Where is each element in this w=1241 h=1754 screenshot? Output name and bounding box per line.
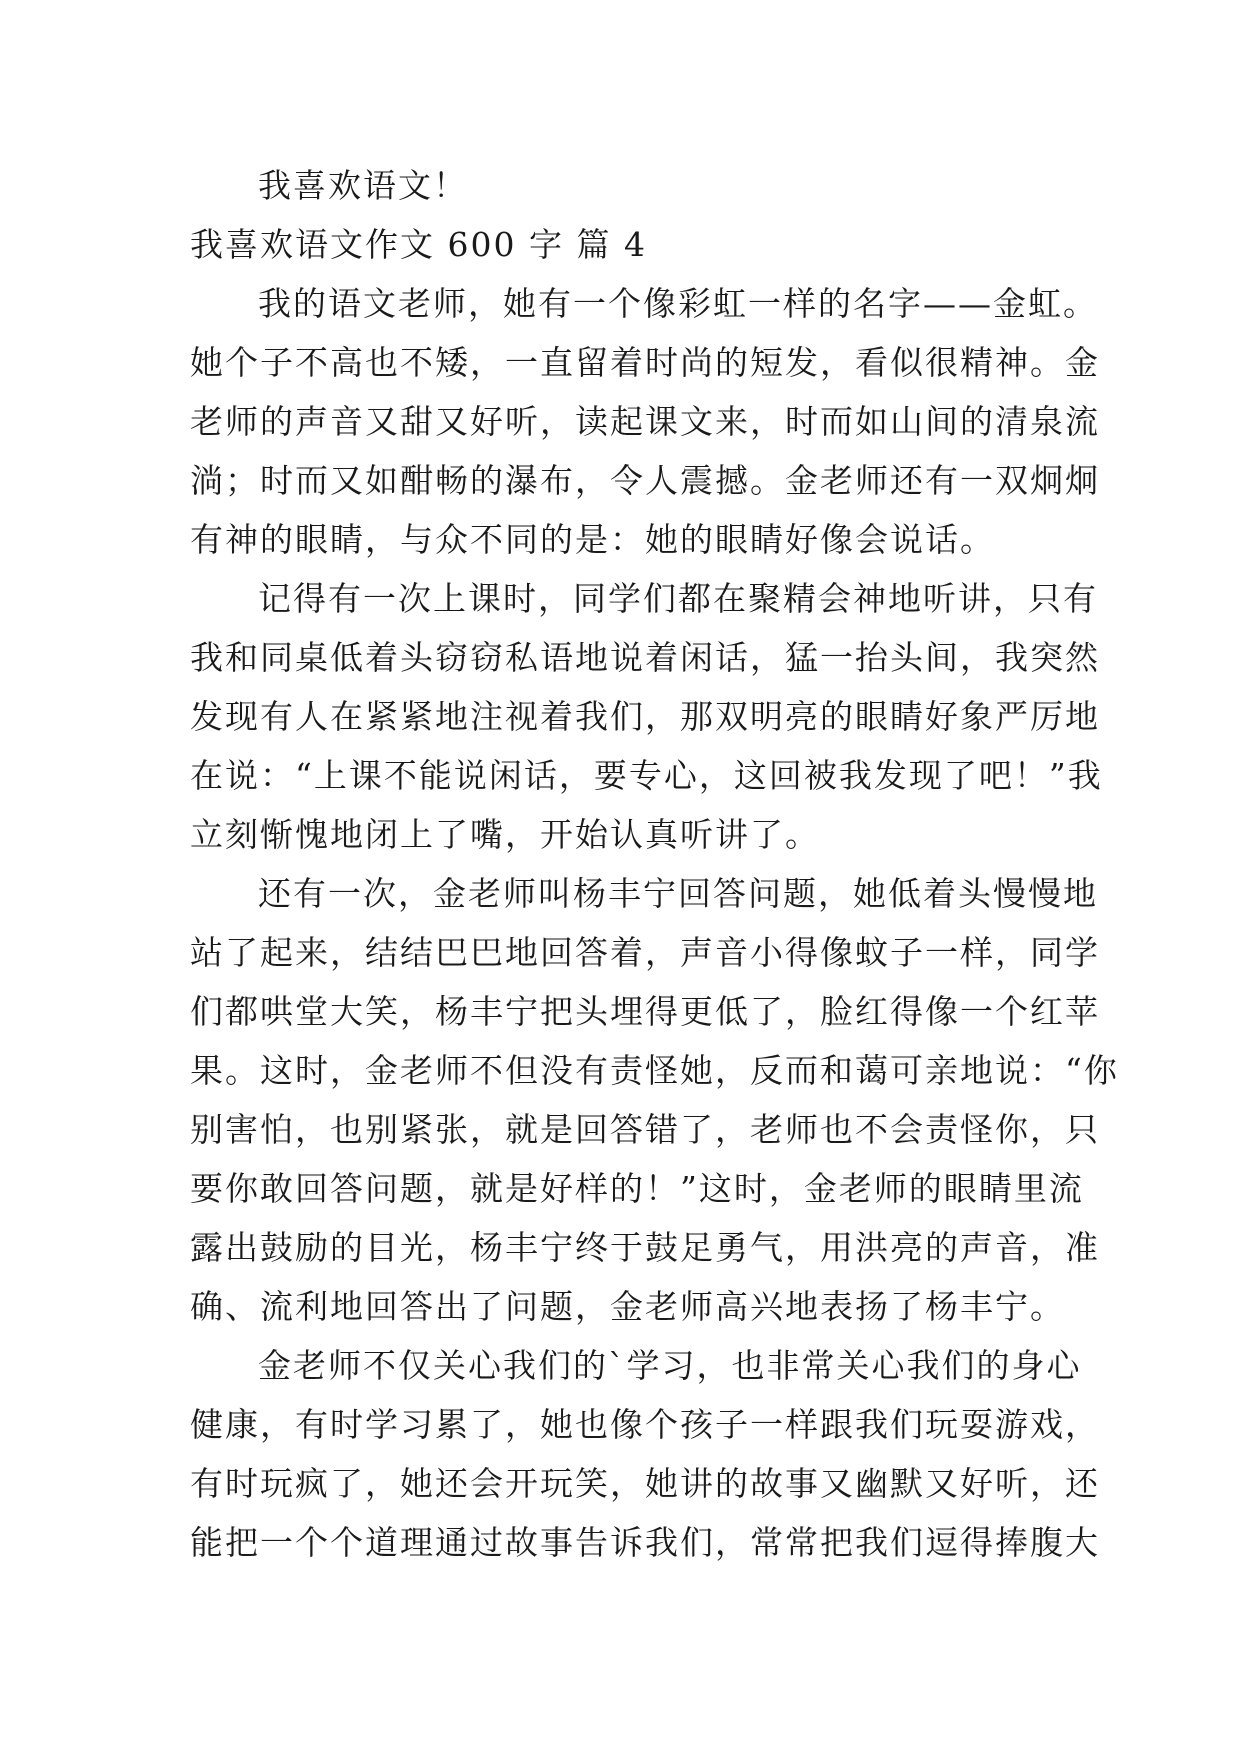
text-line: 我的语文老师，她有一个像彩虹一样的名字——金虹。	[258, 284, 1098, 323]
text-line: 老师的声音又甜又好听，读起课文来，时而如山间的清泉流	[190, 402, 1100, 441]
text-line: 在说：“上课不能说闲话，要专心，这回被我发现了吧！”我	[190, 756, 1103, 795]
section-title: 我喜欢语文作文 600 字 篇 4	[190, 225, 647, 264]
text-line: 我和同桌低着头窃窃私语地说着闲话，猛一抬头间，我突然	[190, 638, 1100, 677]
text-line: 能把一个个道理通过故事告诉我们，常常把我们逗得捧腹大	[190, 1523, 1100, 1562]
text-line: 露出鼓励的目光，杨丰宁终于鼓足勇气，用洪亮的声音，准	[190, 1228, 1100, 1267]
text-line: 有时玩疯了，她还会开玩笑，她讲的故事又幽默又好听，还	[190, 1464, 1100, 1503]
text-line: 她个子不高也不矮，一直留着时尚的短发，看似很精神。金	[190, 343, 1100, 382]
closing-line: 我喜欢语文！	[258, 166, 468, 205]
text-line: 们都哄堂大笑，杨丰宁把头埋得更低了，脸红得像一个红苹	[190, 992, 1100, 1031]
text-line: 发现有人在紧紧地注视着我们，那双明亮的眼睛好象严厉地	[190, 697, 1100, 736]
text-line: 确、流利地回答出了问题，金老师高兴地表扬了杨丰宁。	[190, 1287, 1065, 1326]
text-line: 记得有一次上课时，同学们都在聚精会神地听讲，只有	[258, 579, 1098, 618]
text-line: 健康，有时学习累了，她也像个孩子一样跟我们玩耍游戏，	[190, 1405, 1100, 1444]
text-line: 别害怕，也别紧张，就是回答错了，老师也不会责怪你，只	[190, 1110, 1100, 1149]
text-line: 淌；时而又如酣畅的瀑布，令人震撼。金老师还有一双炯炯	[190, 461, 1100, 500]
text-line: 还有一次，金老师叫杨丰宁回答问题，她低着头慢慢地	[258, 874, 1098, 913]
text-line: 果。这时，金老师不但没有责怪她，反而和蔼可亲地说：“你	[190, 1051, 1119, 1090]
text-line: 要你敢回答问题，就是好样的！”这时，金老师的眼睛里流	[190, 1169, 1084, 1208]
text-line: 站了起来，结结巴巴地回答着，声音小得像蚊子一样，同学	[190, 933, 1100, 972]
text-line: 金老师不仅关心我们的`学习，也非常关心我们的身心	[258, 1346, 1082, 1385]
text-line: 立刻惭愧地闭上了嘴，开始认真听讲了。	[190, 815, 820, 854]
text-line: 有神的眼睛，与众不同的是：她的眼睛好像会说话。	[190, 520, 995, 559]
